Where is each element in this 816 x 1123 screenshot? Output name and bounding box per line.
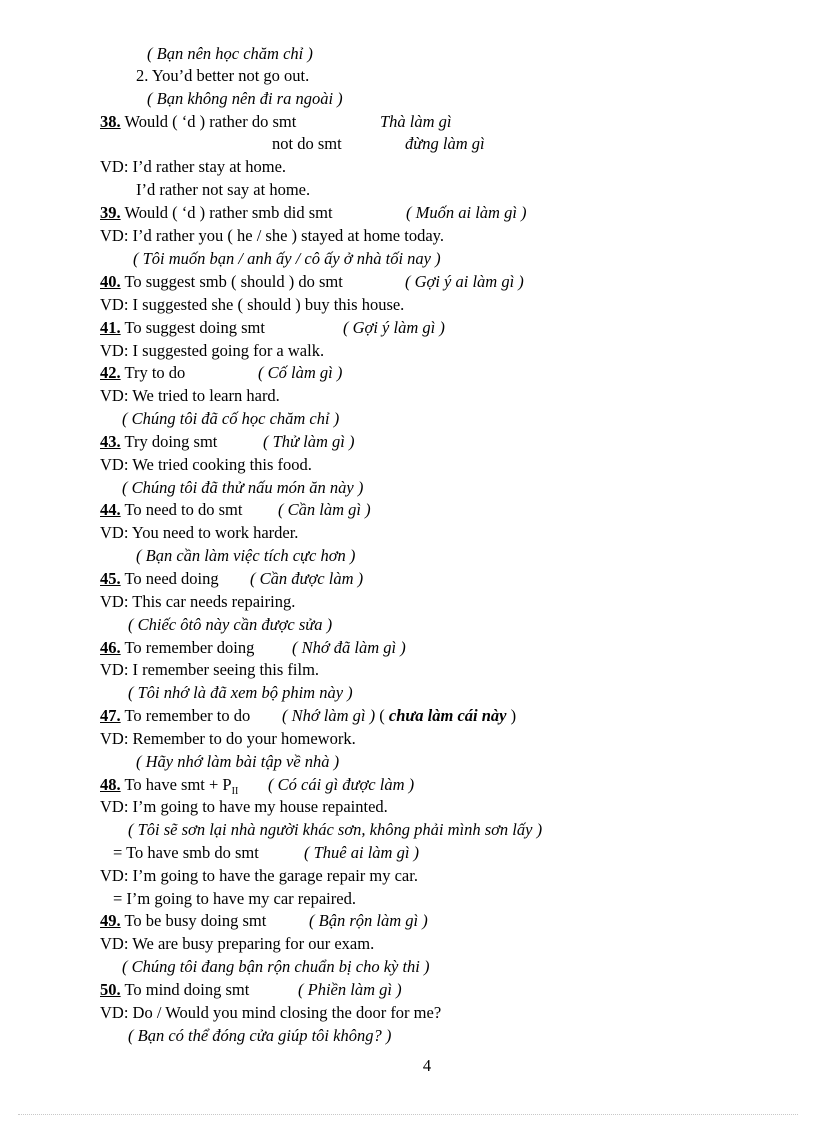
rule-meaning: Thà làm gì <box>380 112 452 131</box>
example-line: VD: We tried cooking this food. <box>100 455 312 474</box>
rule-text: Try to do <box>120 363 186 382</box>
rule-meaning: ( Gợi ý ai làm gì ) <box>405 272 524 291</box>
rule-meaning: đừng làm gì <box>405 134 485 153</box>
rule-meaning: ( Muốn ai làm gì ) <box>406 203 527 222</box>
rule-number: 45. <box>100 569 121 588</box>
rule-text: = To have smb do smt <box>113 843 259 862</box>
rule-text: To need doing <box>120 569 219 588</box>
example-line: VD: This car needs repairing. <box>100 592 296 611</box>
rule-48 <box>100 775 238 798</box>
example-line: VD: You need to work harder. <box>100 523 299 542</box>
rule-meaning: ( Cố làm gì ) <box>258 363 343 382</box>
rule-number: 47. <box>100 706 121 725</box>
translation-line: ( Bạn cần làm việc tích cực hơn ) <box>136 546 356 565</box>
example-line: I’d rather not say at home. <box>136 180 311 199</box>
rule-meaning: ( Thử làm gì ) <box>263 432 355 451</box>
translation-line: ( Bạn có thể đóng cửa giúp tôi không? ) <box>128 1026 392 1045</box>
rule-text: To need to do smt <box>120 500 243 519</box>
rule-meaning: ( Gợi ý làm gì ) <box>343 318 445 337</box>
translation-line: ( Tôi nhớ là đã xem bộ phim này ) <box>128 683 353 702</box>
translation-line: ( Bạn không nên đi ra ngoài ) <box>147 89 343 108</box>
rule-text: Would ( ‘d ) rather do smt <box>120 112 297 131</box>
example-line: VD: We tried to learn hard. <box>100 386 280 405</box>
translation-line: ( Tôi sẽ sơn lại nhà người khác sơn, không phải mình sơn lấy ) <box>128 820 543 839</box>
rule-text: To be busy doing smt <box>120 911 267 930</box>
rule-number: 44. <box>100 500 121 519</box>
example-line: VD: Remember to do your homework. <box>100 729 356 748</box>
rule-43 <box>100 432 217 452</box>
rule-number: 39. <box>100 203 121 222</box>
rule-46 <box>100 638 254 658</box>
example-line: VD: I suggested going for a walk. <box>100 341 325 360</box>
rule-47 <box>100 706 250 726</box>
rule-meaning: ( Nhớ làm gì ) <box>282 706 376 725</box>
translation-line: ( Chiếc ôtô này cần được sửa ) <box>128 615 333 634</box>
example-line: VD: I’d rather stay at home. <box>100 157 287 176</box>
rule-number: 40. <box>100 272 121 291</box>
rule-text: To mind doing smt <box>120 980 250 999</box>
rule-number: 43. <box>100 432 121 451</box>
example-line: VD: I remember seeing this film. <box>100 660 320 679</box>
rule-number: 50. <box>100 980 121 999</box>
rule-number: 48. <box>100 775 121 794</box>
rule-number: 46. <box>100 638 121 657</box>
rule-number: 38. <box>100 112 121 131</box>
rule-text: To remember to do <box>120 706 251 725</box>
rule-number: 41. <box>100 318 121 337</box>
page-number: 4 <box>422 1056 432 1075</box>
translation-line: ( Chúng tôi đã cố học chăm chỉ ) <box>122 409 340 428</box>
rule-45 <box>100 569 219 589</box>
rule-meaning: ( Cần được làm ) <box>250 569 364 588</box>
example-line: VD: I’m going to have the garage repair my car. <box>100 866 418 885</box>
rule-50 <box>100 980 249 1000</box>
translation-line: ( Tôi muốn bạn / anh ấy / cô ấy ở nhà tối nay ) <box>133 249 441 268</box>
rule-42 <box>100 363 185 383</box>
rule-text: To have smt + P <box>120 775 232 794</box>
rule-39 <box>100 203 333 223</box>
paren-close: ) <box>506 706 517 725</box>
rule-note: chưa làm cái này <box>388 706 507 725</box>
translation-line: ( Chúng tôi đang bận rộn chuẩn bị cho kỳ thi ) <box>122 957 430 976</box>
example-line: 2. You’d better not go out. <box>136 66 310 85</box>
rule-38 <box>100 112 296 132</box>
rule-meaning: ( Có cái gì được làm ) <box>268 775 415 794</box>
example-line: VD: We are busy preparing for our exam. <box>100 934 375 953</box>
rule-number: 49. <box>100 911 121 930</box>
rule-40 <box>100 272 343 292</box>
paren-open: ( <box>375 706 389 725</box>
rule-meaning: ( Phiền làm gì ) <box>298 980 402 999</box>
rule-text: To suggest smb ( should ) do smt <box>120 272 343 291</box>
rule-text: To remember doing <box>120 638 255 657</box>
translation-line: ( Bạn nên học chăm chỉ ) <box>147 44 313 63</box>
rule-text: not do smt <box>272 134 342 153</box>
rule-number: 42. <box>100 363 121 382</box>
translation-line: ( Chúng tôi đã thử nấu món ăn này ) <box>122 478 364 497</box>
example-line: = I’m going to have my car repaired. <box>113 889 356 908</box>
rule-meaning-group <box>282 706 516 726</box>
rule-text: To suggest doing smt <box>120 318 265 337</box>
rule-meaning: ( Bận rộn làm gì ) <box>309 911 428 930</box>
rule-41 <box>100 318 265 338</box>
rule-meaning: ( Thuê ai làm gì ) <box>304 843 420 862</box>
rule-49 <box>100 911 266 931</box>
rule-meaning: ( Nhớ đã làm gì ) <box>292 638 406 657</box>
example-line: VD: Do / Would you mind closing the door for me? <box>100 1003 442 1022</box>
example-line: VD: I suggested she ( should ) buy this house. <box>100 295 405 314</box>
rule-subscript: II <box>231 786 239 797</box>
example-line: VD: I’d rather you ( he / she ) stayed at home today. <box>100 226 444 245</box>
example-line: VD: I’m going to have my house repainted. <box>100 797 388 816</box>
rule-44 <box>100 500 242 520</box>
rule-text: Try doing smt <box>120 432 218 451</box>
page-bottom-divider <box>18 1114 798 1115</box>
rule-meaning: ( Cần làm gì ) <box>278 500 371 519</box>
translation-line: ( Hãy nhớ làm bài tập về nhà ) <box>136 752 340 771</box>
rule-text: Would ( ‘d ) rather smb did smt <box>120 203 333 222</box>
